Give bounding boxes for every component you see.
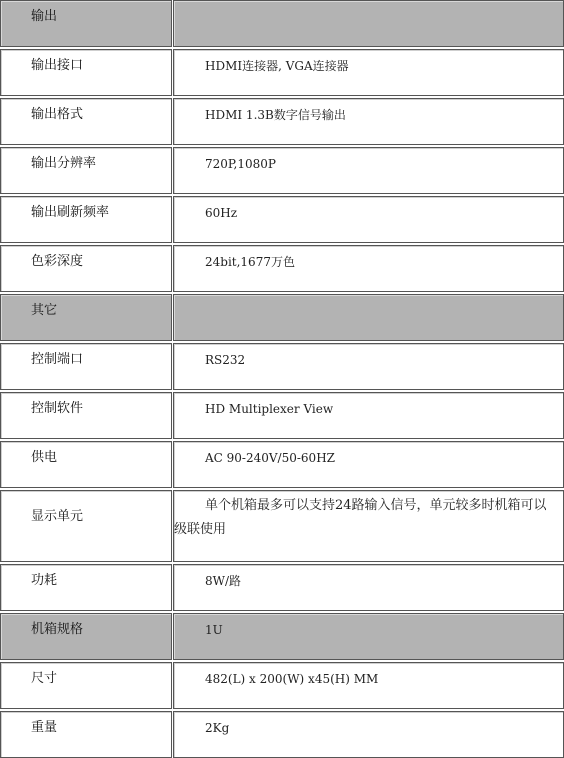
table-row [0,564,564,611]
value-cell [173,147,564,194]
value-cell [173,490,564,562]
value-cell [173,294,564,341]
row-value: RS232 [205,353,246,367]
table-row [0,343,564,390]
label-cell [0,196,172,243]
section-row-output [0,0,564,47]
row-value: HD Multiplexer View [205,402,334,416]
value-cell [173,245,564,292]
label-cell [0,147,172,194]
value-cell [173,613,564,660]
row-label: 机箱规格 [31,622,84,637]
label-cell [0,564,172,611]
value-cell [173,0,564,47]
label-cell [0,613,172,660]
row-value: 24bit,1677万色 [205,255,295,269]
row-value: 60Hz [205,206,238,220]
row-label: 输出刷新频率 [31,205,110,220]
row-label: 控制软件 [31,401,84,416]
table-row [0,49,564,96]
row-value: HDMI 1.3B数字信号输出 [205,108,346,122]
label-cell [0,98,172,145]
row-value: AC 90-240V/50-60HZ [205,451,335,465]
label-cell [0,245,172,292]
value-cell [173,343,564,390]
value-cell [173,662,564,709]
row-label: 尺寸 [31,671,58,686]
row-label: 输出 [31,9,58,24]
row-value: 1U [205,623,223,637]
value-cell [173,711,564,758]
value-cell [173,392,564,439]
label-cell [0,49,172,96]
row-label: 其它 [31,303,58,318]
value-cell [173,196,564,243]
table-row [0,392,564,439]
table-row [0,662,564,709]
row-value: 2Kg [205,721,230,735]
section-row-chassis [0,613,564,660]
section-row-other [0,294,564,341]
row-label: 供电 [31,450,58,465]
row-value: 482(L) x 200(W) x45(H) MM [205,672,379,686]
table-row [0,490,564,562]
table-row [0,98,564,145]
row-label: 输出接口 [31,58,84,73]
row-label: 输出格式 [31,107,84,122]
label-cell [0,441,172,488]
row-label: 输出分辨率 [31,156,97,171]
row-value: 单个机箱最多可以支持24路输入信号，单元较多时机箱可以级联使用 [174,498,547,537]
value-cell [173,564,564,611]
label-cell [0,392,172,439]
label-cell [0,662,172,709]
label-cell [0,711,172,758]
row-label: 色彩深度 [31,254,84,269]
table-row [0,441,564,488]
row-value: HDMI连接器, VGA连接器 [205,59,349,73]
table-row [0,245,564,292]
table-row [0,147,564,194]
value-cell [173,49,564,96]
row-label: 控制端口 [31,352,84,367]
value-cell [173,98,564,145]
row-value: 720P,1080P [205,157,276,171]
label-cell [0,490,172,562]
label-cell [0,294,172,341]
table-row [0,711,564,758]
row-label: 重量 [31,720,58,735]
label-cell [0,0,172,47]
row-label: 功耗 [31,573,58,588]
label-cell [0,343,172,390]
row-label: 显示单元 [31,509,84,524]
table-row [0,196,564,243]
value-cell [173,441,564,488]
row-value: 8W/路 [205,574,242,588]
